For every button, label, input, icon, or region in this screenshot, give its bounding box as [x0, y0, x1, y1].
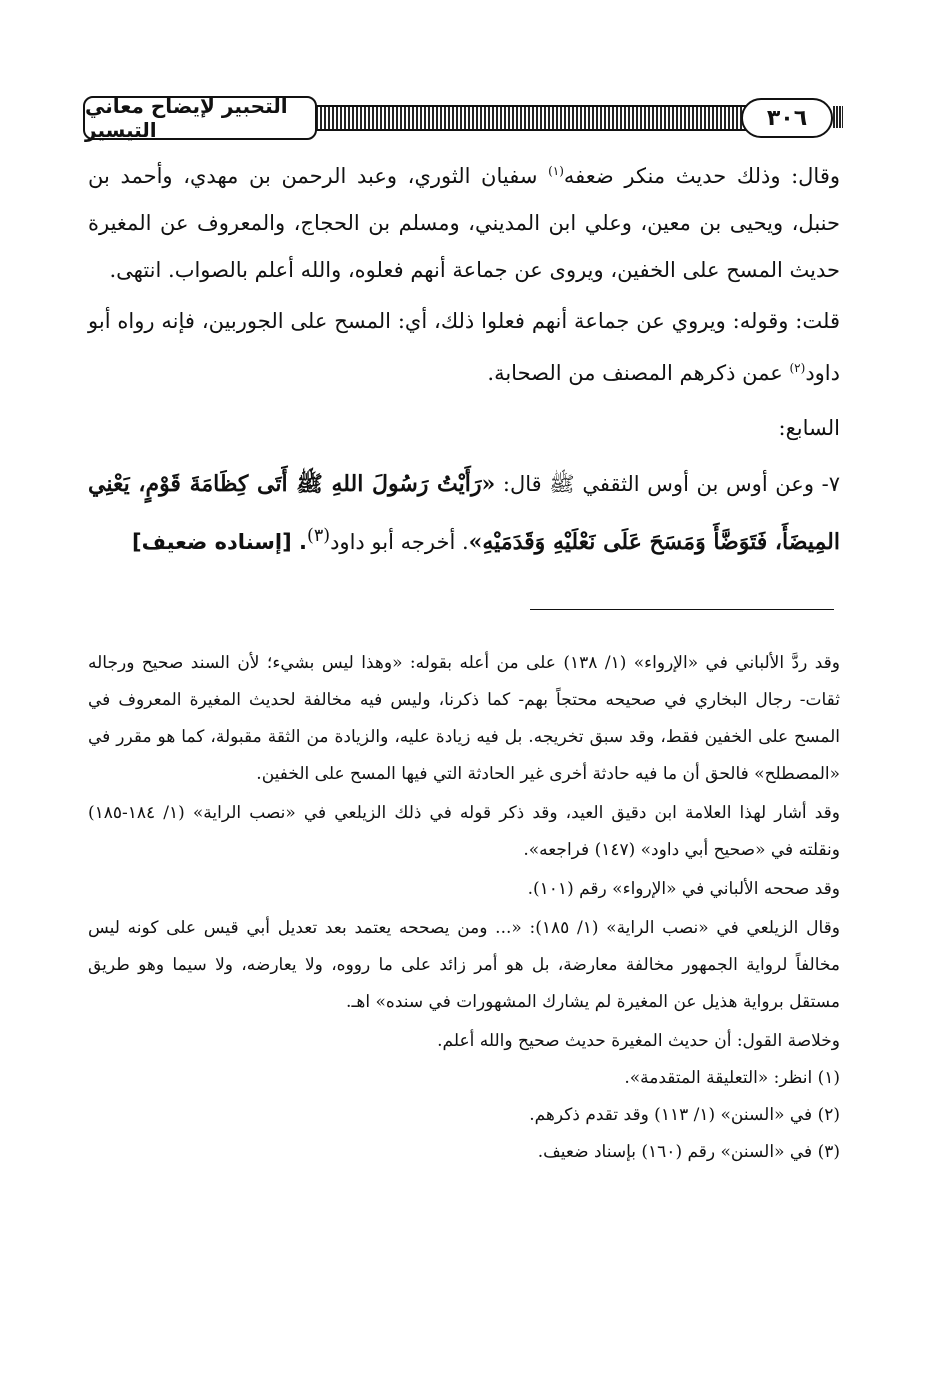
paragraph-1-part-a: وقال: وذلك حديث منكر ضعفه	[563, 164, 840, 188]
footnote-ref-2: (٢)	[789, 361, 806, 375]
footnote-conclusion: وخلاصة القول: أن حديث المغيرة حديث صحيح والله أعلم.	[437, 1031, 840, 1051]
footnote-separator	[530, 609, 834, 610]
footnote-ref-3: (٣)	[307, 526, 331, 546]
footnote-continuation-c: وقد صححه الألباني في «الإرواء» رقم (١٠١).	[527, 879, 840, 899]
paragraph-2-part-b: عمن ذكرهم المصنف من الصحابة.	[487, 361, 790, 385]
hadith-intro: ٧- وعن أوس بن أوس الثقفي ﷺ قال:	[495, 472, 840, 496]
footnote-continuation-d: وقال الزيلعي في «نصب الراية» (١/ ١٨٥): «... ومن يصححه يعتمد بعد تعديل أبي قيس على كونه ليس مخالفاً لرواية الجمهور مخالفة معارضة، بل هو أمر زائد على ما رووه، ولا يعارضه، ولا سيما وهو طريق مستقل برواية هذيل عن المغيرة لم يشارك المشهورات في سنده» اهـ.	[88, 918, 840, 1012]
main-text	[88, 148, 840, 568]
page-number: ٣٠٦	[741, 98, 833, 138]
paragraph-2	[88, 298, 840, 397]
hadith-source: . أخرجه أبو داود	[330, 530, 469, 554]
header-end-ornament	[833, 106, 843, 128]
footnote-continuation-b: وقد أشار لهذا العلامة ابن دقيق العيد، وقد ذكر قوله في ذلك الزيلعي في «نصب الراية» (١/ ١٨٤-١٨٥) ونقلته في «صحيح أبي داود» (١٤٧) فراجعه».	[88, 803, 841, 860]
footnote-continuation-a: وقد ردَّ الألباني في «الإرواء» (١/ ١٣٨) على من أعله بقوله: «وهذا ليس بشيء؛ لأن السند صحيح ورجاله ثقات- رجال البخاري في صحيحه محتجاً بهم- كما ذكرنا، وليس فيه مخالفة لحديث المغيرة المعروف في المسح على الخفين فقط، وقد سبق تخريجه. بل فيه زيادة عليه، والزيادة من الثقة مقبولة، كما هو مقرر في «المصطلح» فالحق أن ما فيه حادثة أخرى غير الحادثة التي فيها المسح على الخفين.	[88, 653, 840, 784]
hadith-grade: . [إسناده ضعيف]	[132, 530, 308, 554]
book-title: التحبير لإيضاح معاني التيسير	[83, 96, 317, 140]
footnotes	[88, 645, 840, 1171]
footnote-1: (١) انظر: «التعليقة المتقدمة».	[624, 1068, 840, 1088]
paragraph-1	[88, 148, 840, 294]
hadith-paragraph	[88, 458, 840, 568]
hadith-text: «رَأَيْتُ رَسُولَ اللهِ ﷺ أَتَى كِظَامَةَ قَوْمٍ، يَعْنِي المِيضَأَ، فَتَوَضَّأَ وَمَسَحَ عَلَى نَعْلَيْهِ وَقَدَمَيْهِ»	[88, 471, 840, 555]
paragraph-1-part-b: سفيان الثوري، وعبد الرحمن بن مهدي، وأحمد بن حنبل، ويحيى بن معين، وعلي ابن المديني، ومسلم بن الحجاج، والمعروف عن المغيرة حديث المسح على الخفين، ويروى عن جماعة أنهم فعلوه، والله أعلم بالصواب. انتهى.	[88, 164, 840, 282]
footnote-2: (٢) في «السنن» (١/ ١١٣) وقد تقدم ذكرهم.	[529, 1105, 840, 1125]
section-label: السابع:	[778, 416, 840, 440]
footnote-3: (٣) في «السنن» رقم (١٦٠) بإسناد ضعيف.	[537, 1142, 840, 1162]
page-header	[83, 94, 843, 144]
footnote-ref-1: (١)	[548, 164, 564, 178]
paragraph-2-part-a: قلت: وقوله: ويروي عن جماعة أنهم فعلوا ذلك، أي: المسح على الجوربين، فإنه رواه أبو داود	[88, 309, 840, 385]
header-ornament-bar	[308, 105, 748, 131]
